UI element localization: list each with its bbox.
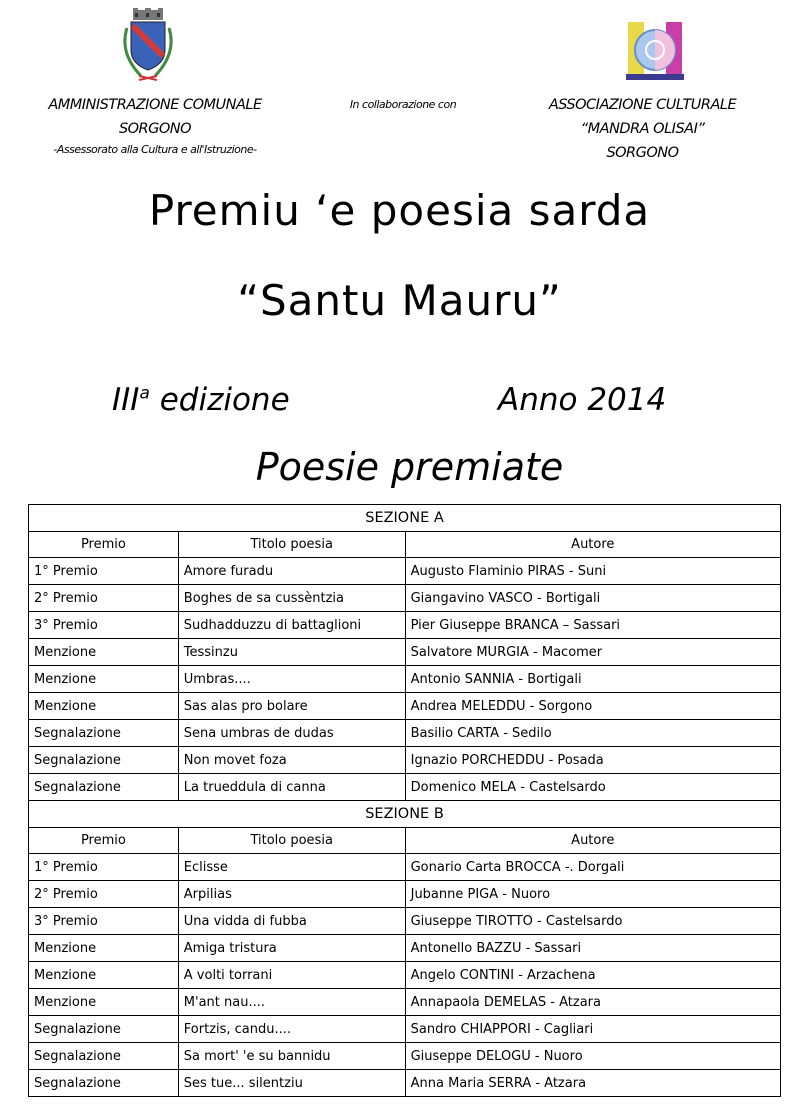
cell-premio: 3° Premio: [29, 612, 179, 639]
cell-premio: Menzione: [29, 935, 179, 962]
cell-titolo: La trueddula di canna: [178, 774, 405, 801]
cultural-association-header: [505, 93, 780, 165]
cell-autore: Giuseppe TIROTTO - Castelsardo: [405, 908, 780, 935]
cell-titolo: Arpilias: [178, 881, 405, 908]
cell-autore: Basilio CARTA - Sedilo: [405, 720, 780, 747]
cell-autore: Sandro CHIAPPORI - Cagliari: [405, 1016, 780, 1043]
sorgono-coat-of-arms-logo: [117, 8, 179, 84]
cell-titolo: Boghes de sa cussèntzia: [178, 585, 405, 612]
cell-titolo: Sa mort' 'e su bannidu: [178, 1043, 405, 1070]
cell-autore: Antonello BAZZU - Sassari: [405, 935, 780, 962]
header-left-line2: SORGONO: [118, 121, 192, 137]
cell-premio: Menzione: [29, 639, 179, 666]
cell-premio: Segnalazione: [29, 720, 179, 747]
award-name: “Santu Mauru”: [237, 276, 562, 325]
cell-autore: Giangavino VASCO - Bortigali: [405, 585, 780, 612]
header-right-line3: SORGONO: [606, 145, 679, 161]
cell-premio: 2° Premio: [29, 585, 179, 612]
cell-premio: Segnalazione: [29, 774, 179, 801]
column-header-titolo: Titolo poesia: [178, 532, 405, 558]
table-row: [29, 854, 781, 881]
cell-premio: 3° Premio: [29, 908, 179, 935]
cell-titolo: Una vidda di fubba: [178, 908, 405, 935]
cell-autore: Ignazio PORCHEDDU - Posada: [405, 747, 780, 774]
cell-titolo: Fortzis, candu....: [178, 1016, 405, 1043]
cell-autore: Gonario Carta BROCCA -. Dorgali: [405, 854, 780, 881]
municipal-administration-header: [5, 93, 305, 159]
cell-autore: Annapaola DEMELAS - Atzara: [405, 989, 780, 1016]
table-row: [29, 989, 781, 1016]
table-row: [29, 666, 781, 693]
section-header-row: [29, 801, 781, 828]
table-row: [29, 1043, 781, 1070]
header-left-line3: -Assessorato alla Cultura e all'Istruzione-: [53, 143, 257, 156]
cell-titolo: Tessinzu: [178, 639, 405, 666]
cell-premio: Segnalazione: [29, 1070, 179, 1097]
header-right-line2: “MANDRA OLISAI”: [580, 121, 705, 137]
edition-roman: III: [112, 382, 140, 418]
table-row: [29, 908, 781, 935]
cell-premio: 1° Premio: [29, 854, 179, 881]
column-header-premio: Premio: [29, 532, 179, 558]
cell-premio: 1° Premio: [29, 558, 179, 585]
cell-autore: Jubanne PIGA - Nuoro: [405, 881, 780, 908]
table-row: [29, 693, 781, 720]
cell-titolo: M'ant nau....: [178, 989, 405, 1016]
cell-titolo: Umbras....: [178, 666, 405, 693]
cell-titolo: Amore furadu: [178, 558, 405, 585]
table-row: [29, 585, 781, 612]
section-header-row: [29, 505, 781, 532]
table-row: [29, 720, 781, 747]
cell-autore: Anna Maria SERRA - Atzara: [405, 1070, 780, 1097]
cell-autore: Domenico MELA - Castelsardo: [405, 774, 780, 801]
cell-autore: Andrea MELEDDU - Sorgono: [405, 693, 780, 720]
cell-premio: Menzione: [29, 989, 179, 1016]
cell-premio: Segnalazione: [29, 747, 179, 774]
cell-titolo: Eclisse: [178, 854, 405, 881]
cell-titolo: Ses tue... silentziu: [178, 1070, 405, 1097]
cell-autore: Salvatore MURGIA - Macomer: [405, 639, 780, 666]
cell-premio: Menzione: [29, 693, 179, 720]
table-row: [29, 1070, 781, 1097]
header-right-line1: ASSOCIAZIONE CULTURALE: [548, 97, 737, 113]
table-row: [29, 558, 781, 585]
column-header-premio: Premio: [29, 828, 179, 854]
cell-titolo: Amiga tristura: [178, 935, 405, 962]
header-left-line1: AMMINISTRAZIONE COMUNALE: [48, 97, 262, 113]
table-row: [29, 747, 781, 774]
table-row: [29, 774, 781, 801]
cell-titolo: Sena umbras de dudas: [178, 720, 405, 747]
table-row: [29, 935, 781, 962]
edition-sup: a: [139, 383, 150, 404]
column-header-row: [29, 532, 781, 558]
mandra-olisai-association-logo: [626, 20, 684, 80]
column-header-autore: Autore: [405, 532, 780, 558]
cell-premio: Menzione: [29, 666, 179, 693]
year-label: Anno 2014: [498, 382, 667, 418]
cell-autore: Angelo CONTINI - Arzachena: [405, 962, 780, 989]
table-row: [29, 962, 781, 989]
edition-word: edizione: [159, 382, 290, 418]
prize-table: [28, 504, 781, 1097]
cell-titolo: Sudhadduzzu di battaglioni: [178, 612, 405, 639]
column-header-titolo: Titolo poesia: [178, 828, 405, 854]
table-row: [29, 612, 781, 639]
section-title: SEZIONE B: [29, 801, 781, 828]
table-row: [29, 1016, 781, 1043]
cell-autore: Augusto Flaminio PIRAS - Suni: [405, 558, 780, 585]
column-header-autore: Autore: [405, 828, 780, 854]
cell-autore: Pier Giuseppe BRANCA – Sassari: [405, 612, 780, 639]
main-title: Premiu ‘e poesia sarda: [148, 186, 651, 235]
cell-premio: Segnalazione: [29, 1016, 179, 1043]
table-row: [29, 881, 781, 908]
edition-label: [112, 382, 290, 418]
cell-premio: 2° Premio: [29, 881, 179, 908]
cell-titolo: Sas alas pro bolare: [178, 693, 405, 720]
section-title: SEZIONE A: [29, 505, 781, 532]
cell-titolo: A volti torrani: [178, 962, 405, 989]
subtitle: Poesie premiate: [255, 445, 564, 489]
cell-premio: Segnalazione: [29, 1043, 179, 1070]
column-header-row: [29, 828, 781, 854]
cell-autore: Antonio SANNIA - Bortigali: [405, 666, 780, 693]
cell-premio: Menzione: [29, 962, 179, 989]
cell-autore: Giuseppe DELOGU - Nuoro: [405, 1043, 780, 1070]
table-row: [29, 639, 781, 666]
collaboration-note: In collaborazione con: [349, 98, 457, 111]
cell-titolo: Non movet foza: [178, 747, 405, 774]
